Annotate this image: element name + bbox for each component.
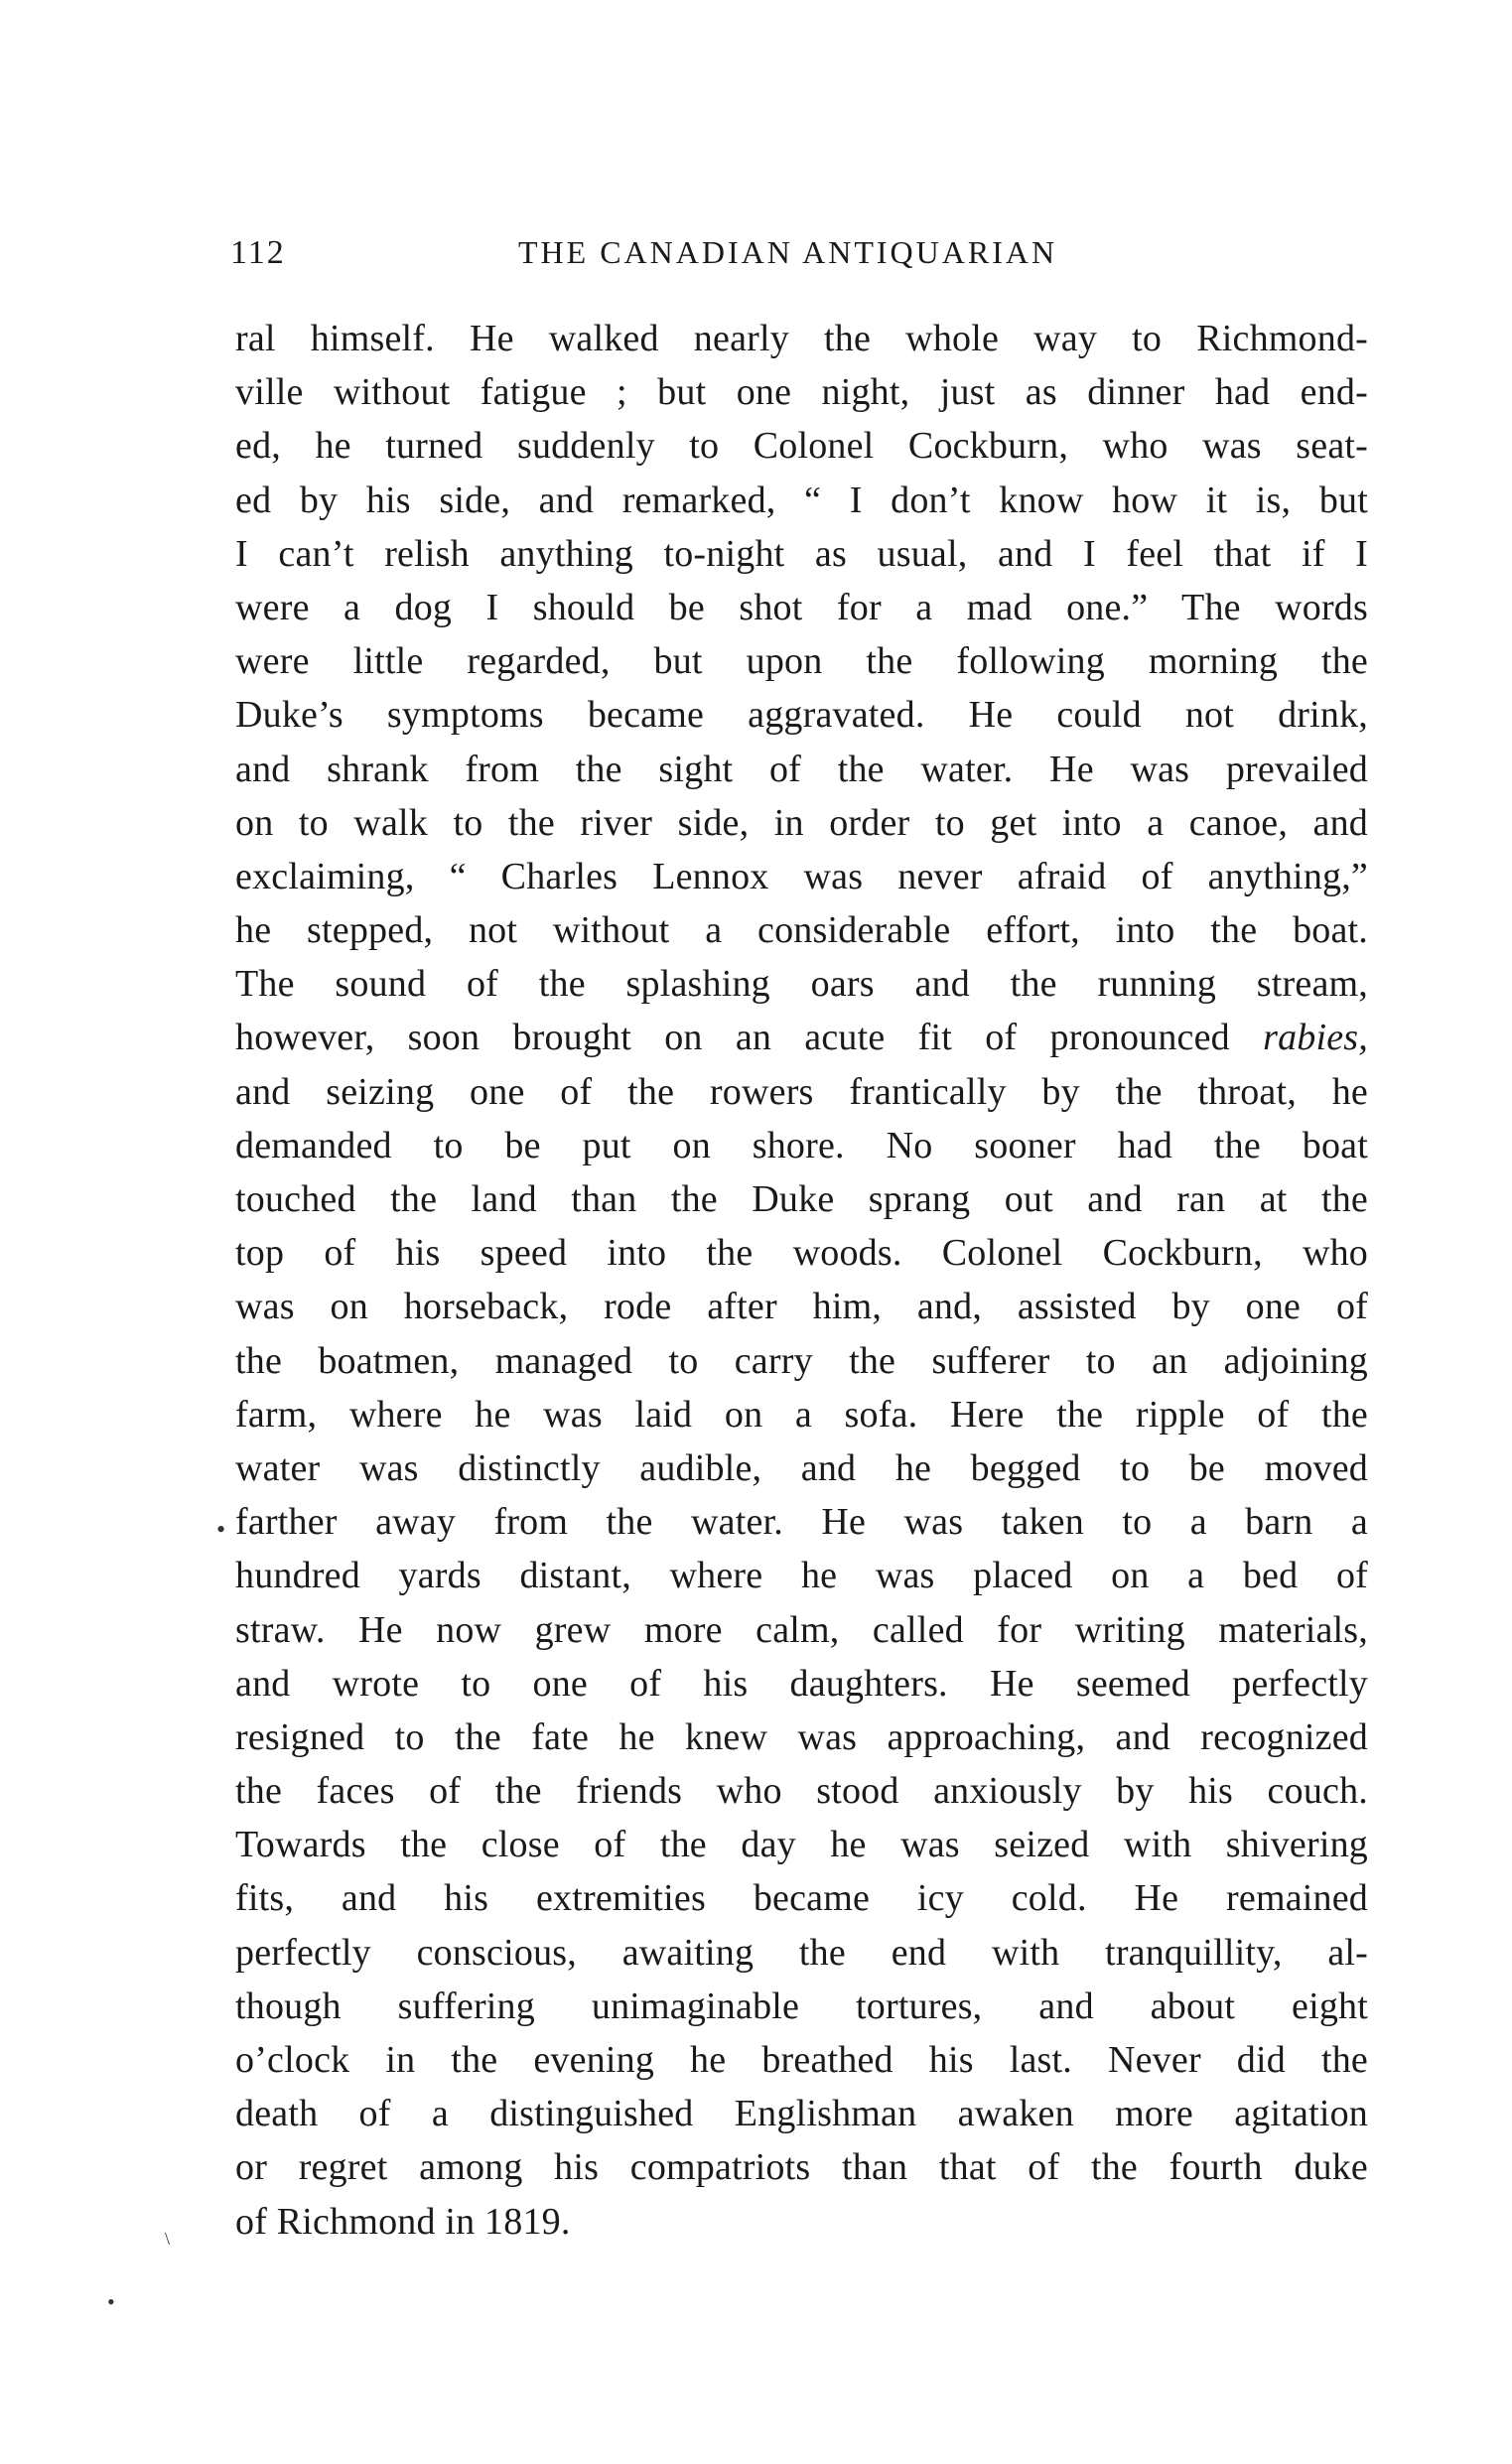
text-line: the boatmen, managed to carry the sufferer to an adjoining	[235, 1339, 1368, 1382]
text-line: or regret among his compatriots than that of the fourth duke	[235, 2146, 1368, 2189]
margin-speck-mark: \	[165, 2229, 171, 2249]
text-line: perfectly conscious, awaiting the end with tranquillity, al-	[235, 1931, 1368, 1974]
journal-title: THE CANADIAN ANTIQUARIAN	[518, 234, 1058, 270]
text-line: the faces of the friends who stood anxiously by his couch.	[235, 1770, 1368, 1813]
page-number: 112	[230, 234, 286, 271]
text-line-last: of Richmond in 1819.	[235, 2200, 571, 2243]
text-line: were little regarded, but upon the following morning the	[235, 640, 1368, 683]
text-line: were a dog I should be shot for a mad one.” The words	[235, 586, 1368, 628]
text-line: fits, and his extremities became icy cold. He remained	[235, 1877, 1368, 1920]
running-head	[230, 234, 1368, 284]
text-line: water was distinctly audible, and he begged to be moved	[235, 1446, 1368, 1489]
text-line: was on horseback, rode after him, and, assisted by one of	[235, 1286, 1368, 1328]
text-line: touched the land than the Duke sprang out and ran at the	[235, 1178, 1368, 1220]
text-line: ville without fatigue ; but one night, just as dinner had end-	[235, 371, 1368, 414]
text-line: he stepped, not without a considerable effort, into the boat.	[235, 909, 1368, 952]
text-line: though suffering unimaginable tortures, and about eight	[235, 1985, 1368, 2027]
text-line: ed, he turned suddenly to Colonel Cockburn, who was seat-	[235, 425, 1368, 468]
text-line: Towards the close of the day he was seized with shivering	[235, 1824, 1368, 1866]
text-line: straw. He now grew more calm, called for writing materials,	[235, 1608, 1368, 1651]
margin-speck-mark: •	[107, 2289, 115, 2314]
text-line: ed by his side, and remarked, “ I don’t know how it is, but	[235, 479, 1368, 521]
text-line: I can’t relish anything to-night as usual, and I feel that if I	[235, 532, 1368, 575]
text-line: The sound of the splashing oars and the running stream,	[235, 963, 1368, 1006]
text-line: and wrote to one of his daughters. He seemed perfectly	[235, 1662, 1368, 1705]
text-line: and seizing one of the rowers frantically by the throat, he	[235, 1070, 1368, 1113]
text-line: resigned to the fate he knew was approaching, and recognized	[235, 1715, 1368, 1758]
text-line: farther away from the water. He was taken to a barn a	[235, 1501, 1368, 1544]
text-line: and shrank from the sight of the water. He was prevailed	[235, 748, 1368, 790]
text-line-with-italic	[235, 1011, 1368, 1064]
body-text	[235, 312, 1368, 2249]
text-line: hundred yards distant, where he was placed on a bed of	[235, 1555, 1368, 1597]
italic-word-rabies: rabies,	[1263, 1017, 1368, 1059]
text-line: farm, where he was laid on a sofa. Here the ripple of the	[235, 1393, 1368, 1436]
text-line: death of a distinguished Englishman awaken more agitation	[235, 2093, 1368, 2135]
text-line: ral himself. He walked nearly the whole way to Richmond-	[235, 318, 1368, 359]
text-line: exclaiming, “ Charles Lennox was never afraid of anything,”	[235, 855, 1368, 897]
text-line-start: however, soon brought on an acute fit of pronounced	[235, 1017, 1264, 1059]
text-line: demanded to be put on shore. No sooner had the boat	[235, 1124, 1368, 1166]
margin-bullet-mark: •	[216, 1515, 226, 1544]
text-line: top of his speed into the woods. Colonel Cockburn, who	[235, 1232, 1368, 1275]
text-line: o’clock in the evening he breathed his last. Never did the	[235, 2039, 1368, 2081]
text-line: Duke’s symptoms became aggravated. He could not drink,	[235, 694, 1368, 737]
text-line: on to walk to the river side, in order to get into a canoe, and	[235, 801, 1368, 844]
